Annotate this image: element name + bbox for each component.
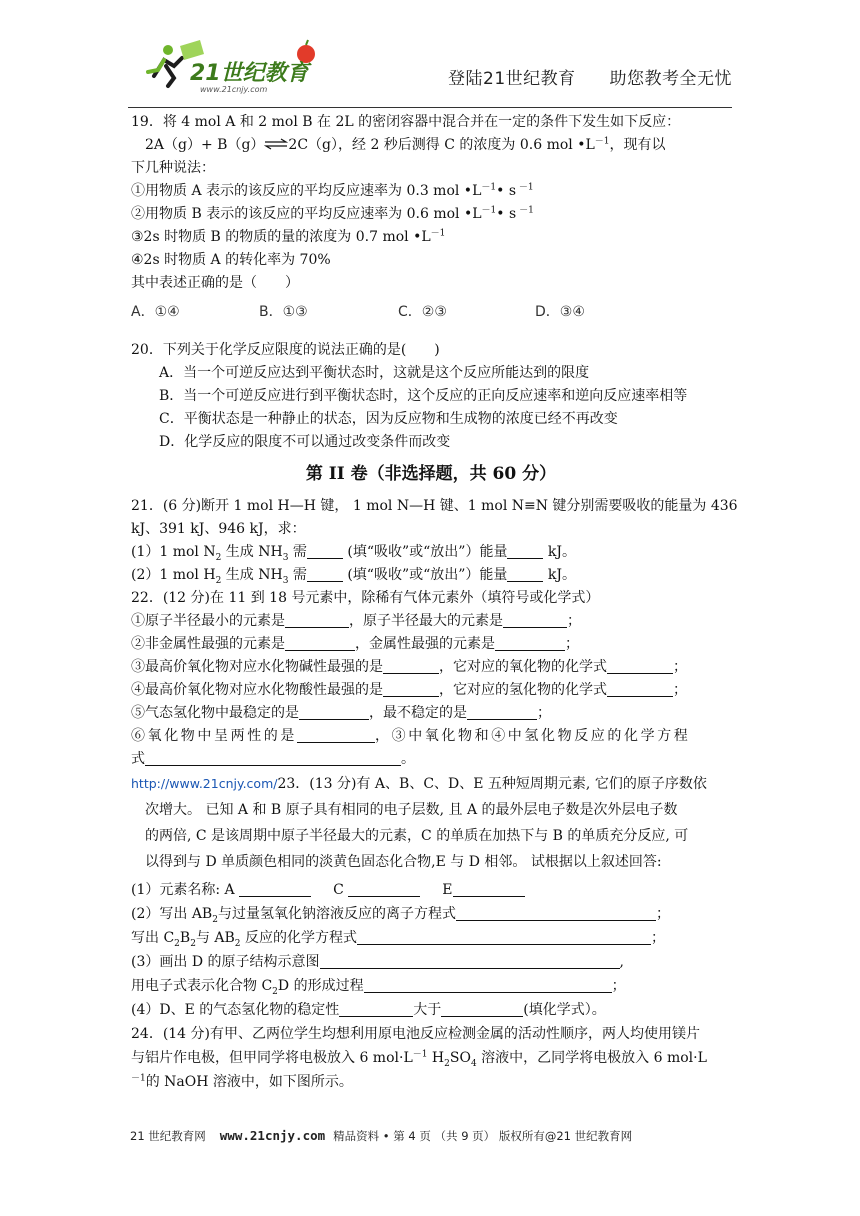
q20-option-c[interactable]: C．平衡状态是一种静止的状态，因为反应物和生成物的浓度已经不再改变 <box>159 411 618 427</box>
q22-blank-6[interactable] <box>607 659 673 674</box>
q19-ask: 其中表述正确的是（ ） <box>131 275 299 291</box>
q23-part-2: (2）写出 $AB_2$与过量氢氧化钠溶液反应的离子方程式 ； <box>131 906 670 925</box>
q22-item-3: ③最高价氧化物对应水化物碱性最强的是 ，它对应的氧化物的化学式 ； <box>131 659 687 675</box>
q19-statement-3: ③2s 时物质 B 的物质的量的浓度为 0.7 mol $•L^{-1}$ <box>131 228 446 245</box>
q22-stem: 22．(12 分)在 11 到 18 号元素中，除稀有气体元素外（填符号或化学式） <box>131 590 600 606</box>
q22-blank-4[interactable] <box>495 636 565 651</box>
q23-part-1: (1）元素名称: A C E <box>131 879 525 899</box>
q22-blank-11[interactable] <box>297 728 375 743</box>
q21-blank-3[interactable] <box>307 567 343 582</box>
q23-link[interactable]: http://www.21cnjy.com/ <box>131 776 278 791</box>
footer-mid: 精品资料 • 第 4 页 （共 9 页） 版权所有@21 世纪教育网 <box>333 1129 633 1143</box>
q23-part-3: (3）画出 D 的原子结构示意图 , <box>131 954 624 970</box>
q21-part-1: (1）1 mol $N_2$ 生成 $NH_3$ 需 (填“吸收”或“放出”）能量 kJ。 <box>131 544 577 563</box>
logo-21cnjy <box>138 36 338 96</box>
q19-statement-2: ②用物质 B 表示的该反应的平均反应速率为 0.6 mol $•L^{-1}•$ s $^{-1}$ <box>131 205 534 222</box>
q22-item-5: ⑤气态氢化物中最稳定的是 ，最不稳定的是 ； <box>131 705 551 721</box>
logo-text: 21世纪教育 <box>190 61 309 86</box>
q22-blank-12[interactable] <box>145 751 401 766</box>
q22-item-4: ④最高价氧化物对应水化物酸性最强的是 ，它对应的氢化物的化学式 ； <box>131 682 687 698</box>
q22-blank-3[interactable] <box>285 636 355 651</box>
q23-blank-a[interactable] <box>239 882 311 897</box>
page-header <box>128 28 732 108</box>
section-title: 第 II 卷（非选择题，共 60 分） <box>305 464 557 484</box>
q23-stem: http://www.21cnjy.com/23．(13 分)有 A、B、C、D、E 五种短周期元素, 它们的原子序数依 <box>131 776 707 792</box>
equilibrium-arrow-icon <box>264 138 288 150</box>
q23-blank-stab-1[interactable] <box>339 1002 413 1017</box>
footer-url[interactable]: www.21cnjy.com <box>219 1128 326 1143</box>
q21-part-2: (2）1 mol $H_2$ 生成 $NH_3$ 需 (填“吸收”或“放出”）能量 kJ。 <box>131 567 576 586</box>
q23-stem-2: 次增大。 已知 A 和 B 原子具有相同的电子层数, 且 A 的最外层电子数是次外层电子数 <box>145 802 678 818</box>
q19-stem: 19．将 4 mol A 和 2 mol B 在 2L 的密闭容器中混合并在一定的条件下发生如下反应： <box>131 114 681 130</box>
q19-statement-1: ①用物质 A 表示的该反应的平均反应速率为 0.3 mol $•L^{-1}•$ s $^{-1}$ <box>131 182 534 199</box>
q24-stem-3: $^{-1}$的 NaOH 溶液中，如下图所示。 <box>131 1073 353 1090</box>
q22-blank-1[interactable] <box>285 613 349 628</box>
q23-part-4: (4）D、E 的气态氢化物的稳定性 大于 (填化学式）。 <box>131 1002 606 1018</box>
q19-equation: 2A（g）+ B（g） 2C（g），经 2 秒后测得 C 的浓度为 0.6 mol $•L^{-1}$，现有以 <box>145 136 666 153</box>
q23-stem-3: 的两倍, C 是该周期中原子半径最大的元素，C 的单质在加热下与 B 的单质充分反应, 可 <box>145 828 689 844</box>
q23-part-2b: 写出 $C_2B_2$与 $AB_2$ 反应的化学方程式 ； <box>131 930 665 949</box>
q22-blank-9[interactable] <box>299 705 369 720</box>
q23-blank-chem-eq[interactable] <box>357 930 651 945</box>
q22-item-6: ⑥氧化物中呈两性的是 ，③中氧化物和④中氢化物反应的化学方程 <box>131 728 691 744</box>
q19-statement-4: ④2s 时物质 A 的转化率为 70% <box>131 252 331 268</box>
q23-blank-formation[interactable] <box>364 978 612 993</box>
q20-option-a[interactable]: A．当一个可逆反应达到平衡状态时，这就是这个反应所能达到的限度 <box>159 365 590 381</box>
q23-blank-stab-2[interactable] <box>441 1002 523 1017</box>
q23-blank-e[interactable] <box>453 882 525 897</box>
q22-blank-2[interactable] <box>503 613 567 628</box>
header-divider <box>128 107 732 108</box>
logo-url: www.21cnjy.com <box>200 85 268 94</box>
q22-item-6-cont: 式 。 <box>131 751 415 767</box>
q23-blank-ionic-eq[interactable] <box>456 906 656 921</box>
q20-stem: 20．下列关于化学反应限度的说法正确的是( ) <box>131 342 440 358</box>
q19-stem-cont: 下几种说法： <box>131 160 215 176</box>
q19-option-b[interactable]: B．①③ <box>259 304 308 320</box>
header-slogan <box>448 64 732 89</box>
q24-stem: 24．(14 分)有甲、乙两位学生均想利用原电池反应检测金属的活动性顺序，两人均使用镁片 <box>131 1026 701 1042</box>
q21-blank-1[interactable] <box>307 544 343 559</box>
q19-option-d[interactable]: D．③④ <box>535 304 585 320</box>
slogan-left: 登陆21世纪教育 <box>448 69 576 89</box>
q20-option-d[interactable]: D．化学反应的限度不可以通过改变条件而改变 <box>159 434 451 450</box>
q23-part-3b: 用电子式表示化合物 $C_2D$ 的形成过程 ； <box>131 978 626 997</box>
q22-blank-5[interactable] <box>383 659 439 674</box>
footer-left: 21 世纪教育网 <box>130 1129 206 1143</box>
q22-item-2: ②非金属性最强的元素是 ，金属性最强的元素是 ； <box>131 636 579 652</box>
q24-stem-2: 与铝片作电极，但甲同学将电极放入 6 $mol\cdot L^{-1}$ $H_2SO_4$ 溶液中，乙同学将电极放入 6 mol·L <box>131 1049 707 1069</box>
slogan-right: 助您教考全无忧 <box>609 69 732 89</box>
q20-option-b[interactable]: B．当一个可逆反应进行到平衡状态时，这个反应的正向反应速率和逆向反应速率相等 <box>159 388 688 404</box>
page-footer <box>130 1128 632 1144</box>
q23-blank-c[interactable] <box>348 882 420 897</box>
q21-stem-cont: kJ、391 kJ、946 kJ，求： <box>131 521 306 537</box>
q21-stem: 21．(6 分)断开 1 mol H—H 键， 1 mol N—H 键、1 mol N≡N 键分别需要吸收的能量为 436 <box>131 498 738 514</box>
q22-item-1: ①原子半径最小的元素是 ，原子半径最大的元素是 ； <box>131 613 581 629</box>
q22-blank-8[interactable] <box>607 682 673 697</box>
q21-blank-2[interactable] <box>507 544 543 559</box>
q23-stem-4: 以得到与 D 单质颜色相同的淡黄色固态化合物,E 与 D 相邻。 试根据以上叙述回答: <box>145 854 662 870</box>
q23-blank-structure[interactable] <box>320 954 620 969</box>
q19-option-c[interactable]: C．②③ <box>398 304 447 320</box>
q19-option-a[interactable]: A．①④ <box>131 304 180 320</box>
q22-blank-7[interactable] <box>383 682 439 697</box>
q21-blank-4[interactable] <box>507 567 543 582</box>
q22-blank-10[interactable] <box>467 705 537 720</box>
